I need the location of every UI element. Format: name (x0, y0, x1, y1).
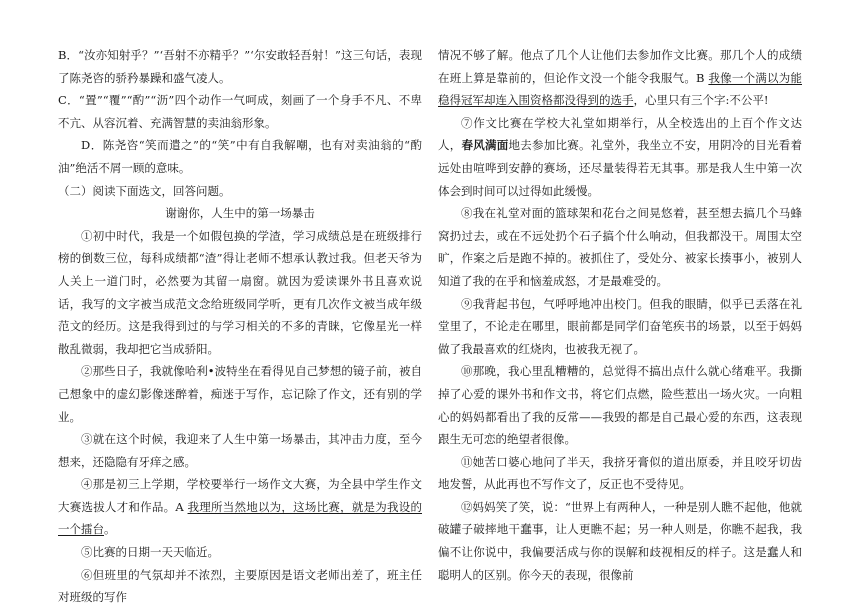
paragraph-7-end: 地去参加比赛。礼堂外，我坐立不安，用阴冷的目光看着远处由喧哗到安静的赛场，还尽量装得若无其事。那是我人生中第一次体会到时间可以过得如此缓慢。 (438, 138, 802, 198)
paragraph-4-end: 。 (104, 522, 116, 537)
option-d: D．陈尧咨“笑而遣之”的“笑”中有自我解嘲，也有对卖油翁的“酌油”绝活不屑一顾的意味。 (58, 138, 422, 175)
paragraph-5: ⑤比赛的日期一天天临近。 (81, 545, 219, 560)
paragraph-8: ⑧我在礼堂对面的篮球架和花台之间晃悠着，甚至想去搞几个马蜂窝扔过去，或在不远处扔个石子搞个什么响动，但我都没干。周围太空旷，作案之后是跑不掉的。被抓住了，受处分、被家长揍事小，被别人知道了我的在乎和恼羞成怒，才是最难受的。 (438, 206, 802, 288)
paragraph-7 (438, 112, 802, 202)
underlined-sentence-b: 我像一个满以为能稳得冠军却连入围资格都没得到的选手 (438, 70, 802, 108)
paragraph-4-start: ④那是初三上学期，学校要举行一场作文大赛，为全县中学生作文大赛选拔人才和作品。A (58, 477, 422, 514)
paragraph-3: ③就在这个时候，我迎来了人生中第一场暴击，其冲击力度，至今想来，还隐隐有牙痒之感。 (58, 432, 422, 469)
article-title: 谢谢你，人生中的第一场暴击 (165, 206, 315, 221)
paragraph-1: ①初中时代，我是一个如假包换的学渣，学习成绩总是在班级排行榜的倒数三位，每科成绩都“渣”得让老师不想承认教过我。但老天爷为人关上一道门时，必然要为其留一扇窗。就因为爱读课外书且喜欢说话，我写的文字被当成范文念给班级同学听，更有几次作文被当成年级范文的经历。这是我得到过的与学习相关的不多的青睐，它像星光一样散乱微弱，我却把它当成骄阳。 (58, 228, 422, 356)
option-c: C．“置”“覆”“酌”“沥”四个动作一气呵成，刻画了一个身手不凡、不卑不亢、从容沉着、充满智慧的卖油翁形象。 (58, 93, 422, 130)
paragraph-6-end: ，心里只有三个字:不公平! (633, 93, 769, 108)
paragraph-9: ⑨我背起书包，气呼呼地冲出校门。但我的眼睛，似乎已丢落在礼堂里了，不论走在哪里，眼前都是同学们奋笔疾书的场景，以至于妈妈做了我最喜欢的红烧肉，也被我无视了。 (438, 296, 802, 356)
bold-phrase: 春风满面 (461, 138, 509, 153)
paragraph-4 (58, 473, 422, 541)
paragraph-6-text: 情况不够了解。他点了几个人让他们去参加作文比赛。那几个人的成绩在班上算是靠前的，但论作文没一个能令我服气。B (438, 48, 802, 85)
paragraph-7-start: ⑦作文比赛在学校大礼堂如期举行，从全校选出的上百个作文达人， (438, 115, 802, 153)
paragraph-6-cont (438, 44, 802, 112)
paragraph-12: ⑫妈妈笑了笑，说：“世界上有两种人，一种是别人瞧不起他，他就破罐子破摔地干蠢事，让人更瞧不起；另一种人则是，你瞧不起我，我偏不让你说中，我偏要活成与你的误解和歧视相反的样子。这是蠢人和聪明人的区别。你今天的表现，很像前 (438, 499, 802, 582)
paragraph-6-start: ⑥但班里的气氛却并不浓烈，主要原因是语文老师出差了，班主任对班级的写作 (58, 567, 422, 605)
underlined-sentence-a: 我理所当然地以为，这场比赛，就是为我设的一个擂台 (58, 499, 422, 537)
paragraph-11: ⑪她苦口婆心地问了半天，我挤牙膏似的道出原委，并且咬牙切齿地发誓，从此再也不写作文了，反正也不受待见。 (438, 454, 802, 492)
paragraph-10: ⑩那晚，我心里乱糟糟的，总觉得不搞出点什么就心绪难平。我撕掉了心爱的课外书和作文书，将它们点燃，险些惹出一场火灾。一向粗心的妈妈都看出了我的反常——我毁的都是自己最心爱的东西，这表现跟生无可恋的绝望者很像。 (438, 364, 802, 447)
left-column (58, 44, 422, 609)
right-column (438, 44, 802, 586)
option-b: B．“汝亦知射乎？”‘吾射不亦精乎？”‘尔安敢轻吾射！”这三句话，表现了陈尧咨的骄矜暴躁和盛气凌人。 (58, 48, 422, 85)
paragraph-2: ②那些日子，我就像哈利•波特坐在看得见自己梦想的镜子前，被自己想象中的虚幻影像迷醉着，痴迷于写作，忘记除了作文，还有别的学业。 (58, 364, 422, 424)
section-heading: （二）阅读下面选文，回答问题。 (58, 183, 231, 198)
